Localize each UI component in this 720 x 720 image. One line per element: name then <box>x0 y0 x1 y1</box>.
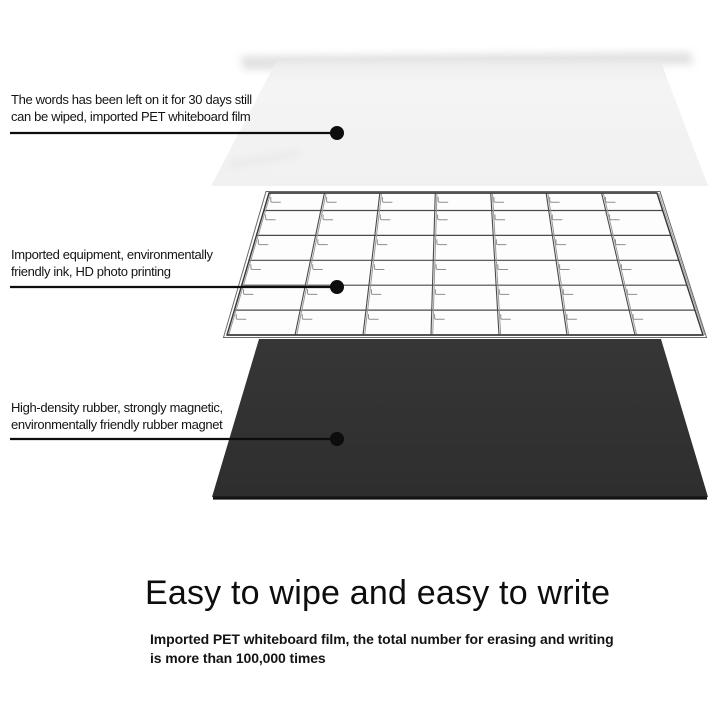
layer-rubber-magnet <box>212 339 708 498</box>
subheadline <box>150 630 614 668</box>
leader-dot-grid <box>331 281 344 294</box>
annotation-magnet-line2: environmentally friendly rubber magnet <box>11 416 223 432</box>
leader-dot-film <box>331 127 344 140</box>
headline: Easy to wipe and easy to write <box>145 574 611 612</box>
layer-pet-film <box>211 52 708 186</box>
annotation-print-text <box>11 247 213 280</box>
subheadline-line2: is more than 100,000 times <box>150 650 326 666</box>
annotation-film-line1: The words has been left on it for 30 days still <box>11 92 252 107</box>
leader-dot-magnet <box>331 433 344 446</box>
annotation-print-line2: friendly ink, HD photo printing <box>11 263 171 279</box>
annotation-film-text <box>11 92 252 125</box>
annotation-magnet-line1: High-density rubber, strongly magnetic, <box>11 400 223 415</box>
annotation-film-line2: can be wiped, imported PET whiteboard film <box>11 108 251 124</box>
film-surface <box>211 57 708 186</box>
magnet-surface <box>212 339 708 497</box>
annotation-magnet-text <box>11 400 223 433</box>
subheadline-line1: Imported PET whiteboard film, the total number for erasing and writing <box>150 631 614 647</box>
annotation-print-line1: Imported equipment, environmentally <box>11 247 213 262</box>
layer-calendar-grid <box>224 192 707 338</box>
